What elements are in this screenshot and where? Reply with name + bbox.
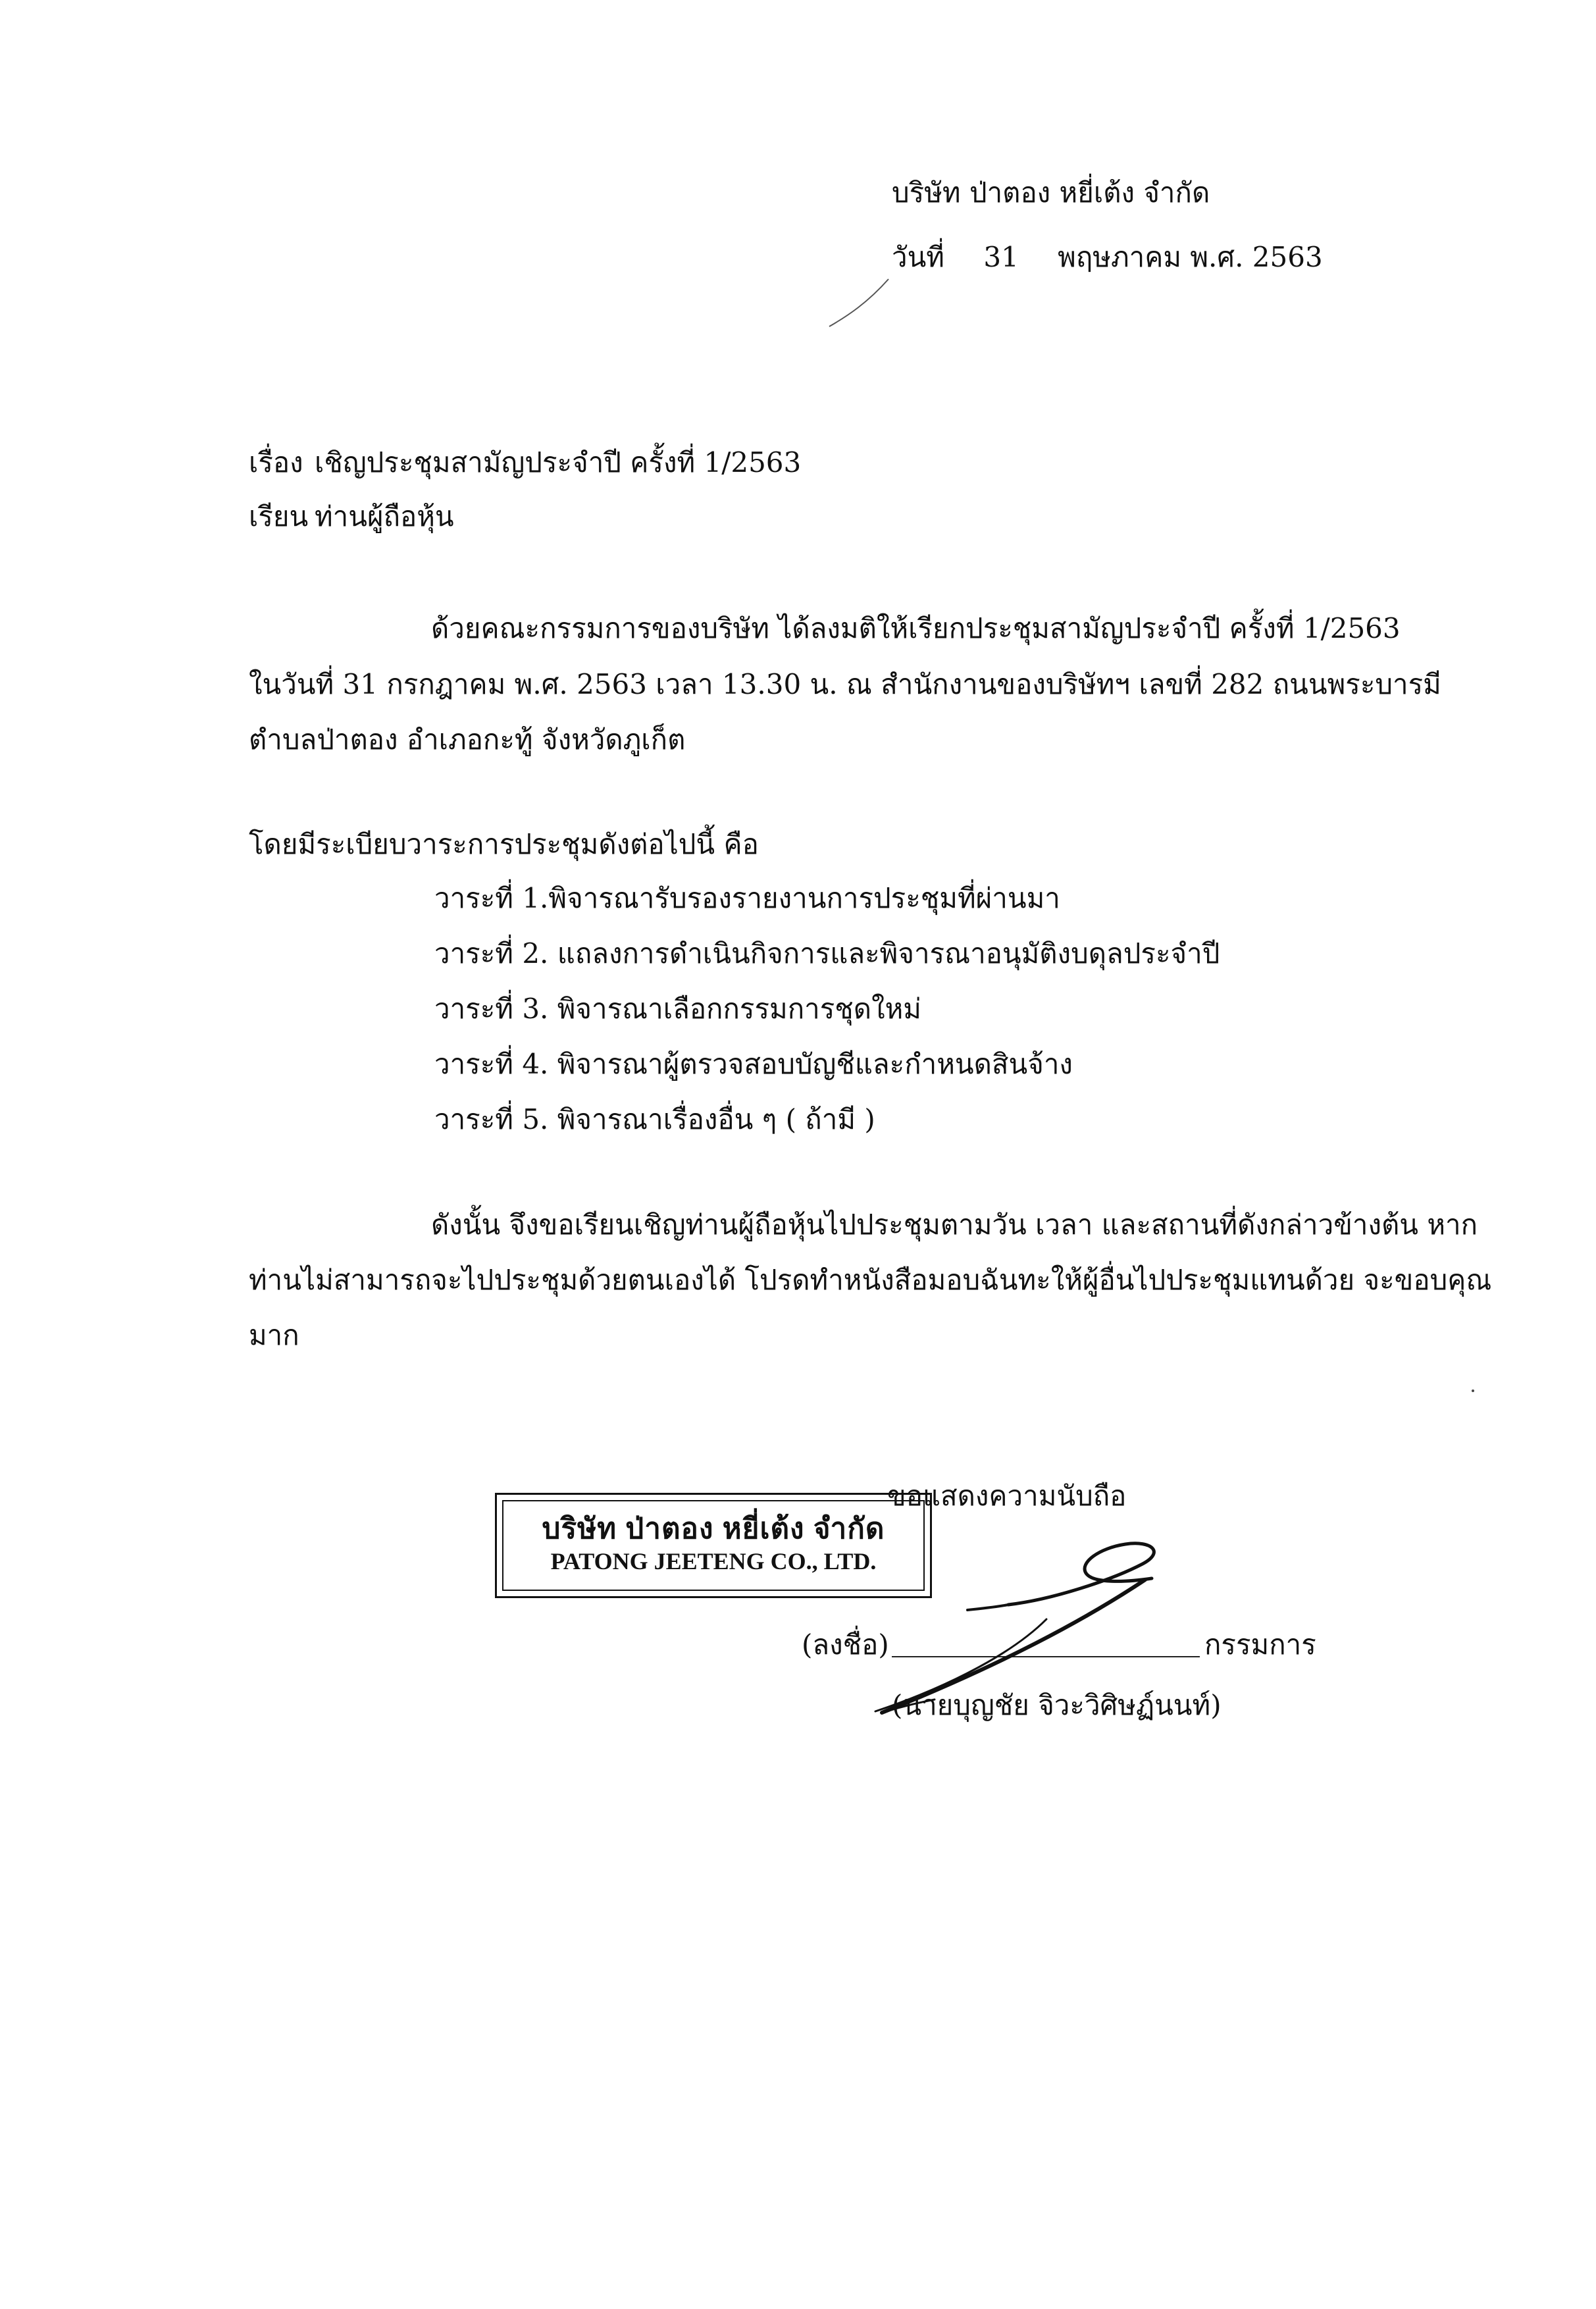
agenda-item: วาระที่ 1.พิจารณารับรองรายงานการประชุมที่ผ่านมา — [434, 882, 1060, 914]
company-name: บริษัท ป่าตอง หยี่เต้ง จำกัด — [892, 176, 1210, 209]
subject-line — [249, 446, 802, 479]
closing-paragraph-line: มาก — [249, 1319, 299, 1351]
stamp-english-name: PATONG JEETENG CO., LTD. — [550, 1548, 877, 1574]
sign-label: (ลงชื่อ) — [802, 1628, 889, 1661]
subject-label: เรื่อง — [249, 446, 303, 479]
recipient-text: ท่านผู้ถือหุ้น — [315, 500, 454, 532]
signer-title: กรรมการ — [1204, 1628, 1316, 1661]
body-paragraph-line: ด้วยคณะกรรมการของบริษัท ได้ลงมติให้เรียกประชุมสามัญประจำปี ครั้งที่ 1/2563 — [431, 612, 1401, 644]
closing-paragraph-line: ดังนั้น จึงขอเรียนเชิญท่านผู้ถือหุ้นไปประชุมตามวัน เวลา และสถานที่ดังกล่าวข้างต้น หาก — [431, 1208, 1478, 1241]
recipient-line — [249, 500, 454, 532]
date-year: 2563 — [1252, 241, 1323, 273]
body-paragraph-line: ตำบลป่าตอง อำเภอกะทู้ จังหวัดภูเก็ต — [249, 723, 686, 756]
signer-name: (นายบุญชัย จิวะวิศิษฏ์นนท์) — [892, 1689, 1222, 1721]
date-day: 31 — [983, 241, 1019, 273]
subject-text: เชิญประชุมสามัญประจำปี ครั้งที่ 1/2563 — [315, 446, 802, 479]
handwritten-signature-icon — [836, 1527, 1165, 1725]
agenda-item: วาระที่ 5. พิจารณาเรื่องอื่น ๆ ( ถ้ามี ) — [434, 1103, 875, 1135]
letter-date — [892, 241, 1323, 273]
agenda-item: วาระที่ 4. พิจารณาผู้ตรวจสอบบัญชีและกำหนดสินจ้าง — [434, 1048, 1073, 1080]
date-prefix: วันที่ — [892, 241, 944, 273]
date-month: พฤษภาคม — [1058, 241, 1182, 273]
date-era: พ.ศ. — [1190, 241, 1244, 273]
closing-regards: ขอแสดงความนับถือ — [887, 1480, 1127, 1512]
agenda-intro: โดยมีระเบียบวาระการประชุมดังต่อไปนี้ คือ — [249, 828, 759, 860]
margin-speck — [1471, 1389, 1475, 1393]
pen-stroke-mark — [828, 276, 894, 329]
stamp-thai-name: บริษัท ป่าตอง หยี่เต้ง จำกัด — [542, 1513, 885, 1545]
body-paragraph-line: ในวันที่ 31 กรกฎาคม พ.ศ. 2563 เวลา 13.30 น. ณ สำนักงานของบริษัทฯ เลขที่ 282 ถนนพระบารมี — [249, 668, 1441, 700]
agenda-item: วาระที่ 2. แถลงการดำเนินกิจการและพิจารณาอนุมัติงบดุลประจำปี — [434, 937, 1220, 970]
recipient-label: เรียน — [249, 500, 309, 532]
closing-paragraph-line: ท่านไม่สามารถจะไปประชุมด้วยตนเองได้ โปรดทำหนังสือมอบฉันทะให้ผู้อื่นไปประชุมแทนด้วย จะขอบคุณ — [249, 1264, 1492, 1296]
agenda-item: วาระที่ 3. พิจารณาเลือกกรรมการชุดใหม่ — [434, 993, 921, 1025]
